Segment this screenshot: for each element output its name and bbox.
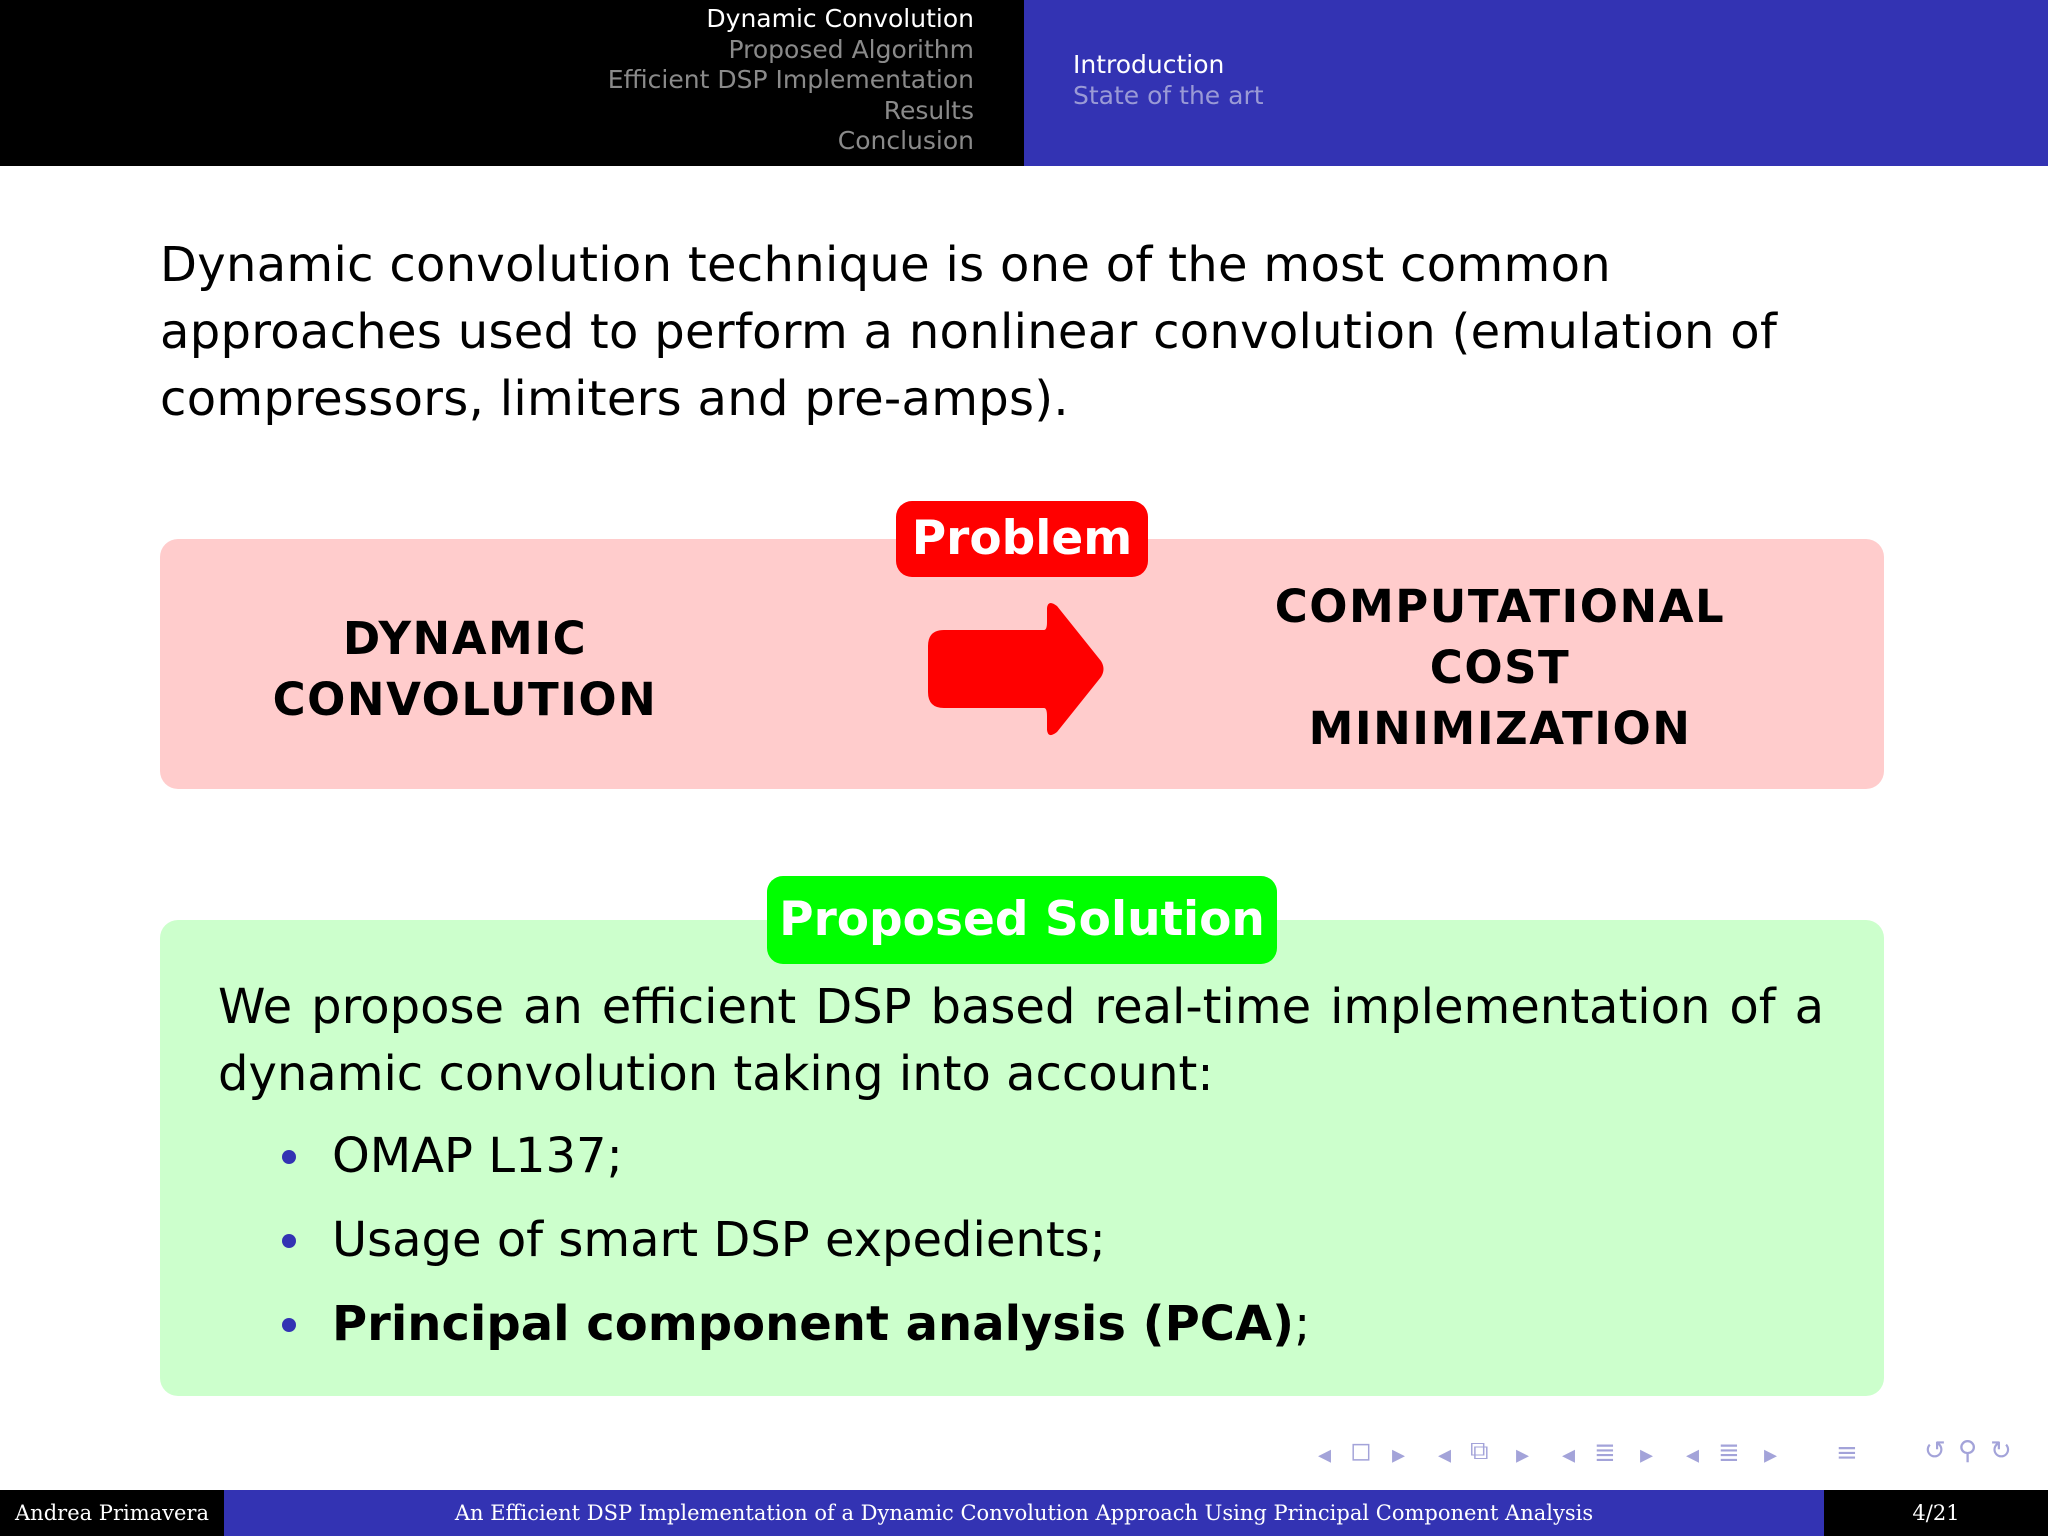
frame-next-icon[interactable]: ▸: [1516, 1440, 1530, 1470]
subsection-link-state-of-the-art[interactable]: State of the art: [1073, 81, 1264, 110]
frame-icon[interactable]: ⧉: [1470, 1436, 1489, 1466]
problem-right-line-2: COST: [1429, 641, 1571, 694]
bullet-dot-icon: [282, 1318, 296, 1332]
slide-icon[interactable]: ◻: [1350, 1436, 1372, 1466]
section-nav: [608, 4, 974, 157]
bullet-dot-icon: [282, 1150, 296, 1164]
bullet-dot-icon: [282, 1234, 296, 1248]
bullet-text: OMAP L137;: [332, 1128, 623, 1184]
header-subsections-panel: [1024, 0, 2048, 166]
subsection-icon[interactable]: ≣: [1594, 1438, 1616, 1468]
solution-tag: Proposed Solution: [767, 876, 1277, 964]
section-link-dynamic-convolution[interactable]: Dynamic Convolution: [706, 4, 974, 33]
problem-left-label: [230, 608, 700, 730]
slide-prev-icon[interactable]: ◂: [1318, 1440, 1332, 1470]
section-icon[interactable]: ≣: [1718, 1438, 1740, 1468]
section-prev-icon[interactable]: ◂: [1686, 1440, 1700, 1470]
bullet-text: Usage of smart DSP expedients;: [332, 1212, 1106, 1268]
problem-right-label: [1230, 576, 1770, 759]
forward-icon[interactable]: ↻: [1990, 1436, 2012, 1466]
list-item: [276, 1124, 1310, 1208]
search-icon[interactable]: ⚲: [1958, 1436, 1978, 1466]
footer-author: Andrea Primavera: [0, 1490, 224, 1536]
bullet-text-bold: Principal component analysis (PCA): [332, 1296, 1295, 1352]
problem-left-line-2: CONVOLUTION: [272, 673, 658, 726]
section-link-conclusion[interactable]: Conclusion: [837, 126, 974, 155]
intro-paragraph: Dynamic convolution technique is one of the most common approaches used to perform a nonlinear convolution (emulation of compressors, limiters and pre-amps).: [160, 237, 1778, 427]
back-icon[interactable]: ↺: [1924, 1436, 1946, 1466]
problem-right-line-1: COMPUTATIONAL: [1274, 580, 1726, 633]
footer-page-number: 4/21: [1824, 1490, 2048, 1536]
section-link-results[interactable]: Results: [883, 95, 974, 125]
list-item: [276, 1292, 1310, 1376]
subsection-nav: [1073, 49, 1264, 111]
problem-left-line-1: DYNAMIC: [342, 612, 588, 665]
right-arrow-icon: [926, 598, 1108, 740]
section-link-efficient-dsp[interactable]: Efficient DSP Implementation: [607, 65, 974, 94]
subsection-prev-icon[interactable]: ◂: [1562, 1440, 1576, 1470]
navigation-symbols: [1310, 1436, 2040, 1480]
header-sections-panel: [0, 0, 1024, 166]
problem-tag: Problem: [896, 501, 1148, 577]
document-icon[interactable]: ≡: [1836, 1438, 1858, 1468]
bullet-text-tail: ;: [1294, 1296, 1311, 1352]
slide-next-icon[interactable]: ▸: [1392, 1440, 1406, 1470]
footer-title: An Efficient DSP Implementation of a Dynamic Convolution Approach Using Principal Component Analysis: [224, 1490, 1824, 1536]
subsection-link-introduction[interactable]: Introduction: [1073, 50, 1225, 79]
section-next-icon[interactable]: ▸: [1764, 1440, 1778, 1470]
solution-paragraph: We propose an efficient DSP based real-time implementation of a dynamic convolution taking into account:: [218, 979, 1824, 1102]
section-link-proposed-algorithm[interactable]: Proposed Algorithm: [728, 34, 974, 64]
solution-bullet-list: [276, 1124, 1310, 1376]
subsection-next-icon[interactable]: ▸: [1640, 1440, 1654, 1470]
frame-prev-icon[interactable]: ◂: [1438, 1440, 1452, 1470]
list-item: [276, 1208, 1310, 1292]
problem-right-line-3: MINIMIZATION: [1308, 702, 1692, 755]
